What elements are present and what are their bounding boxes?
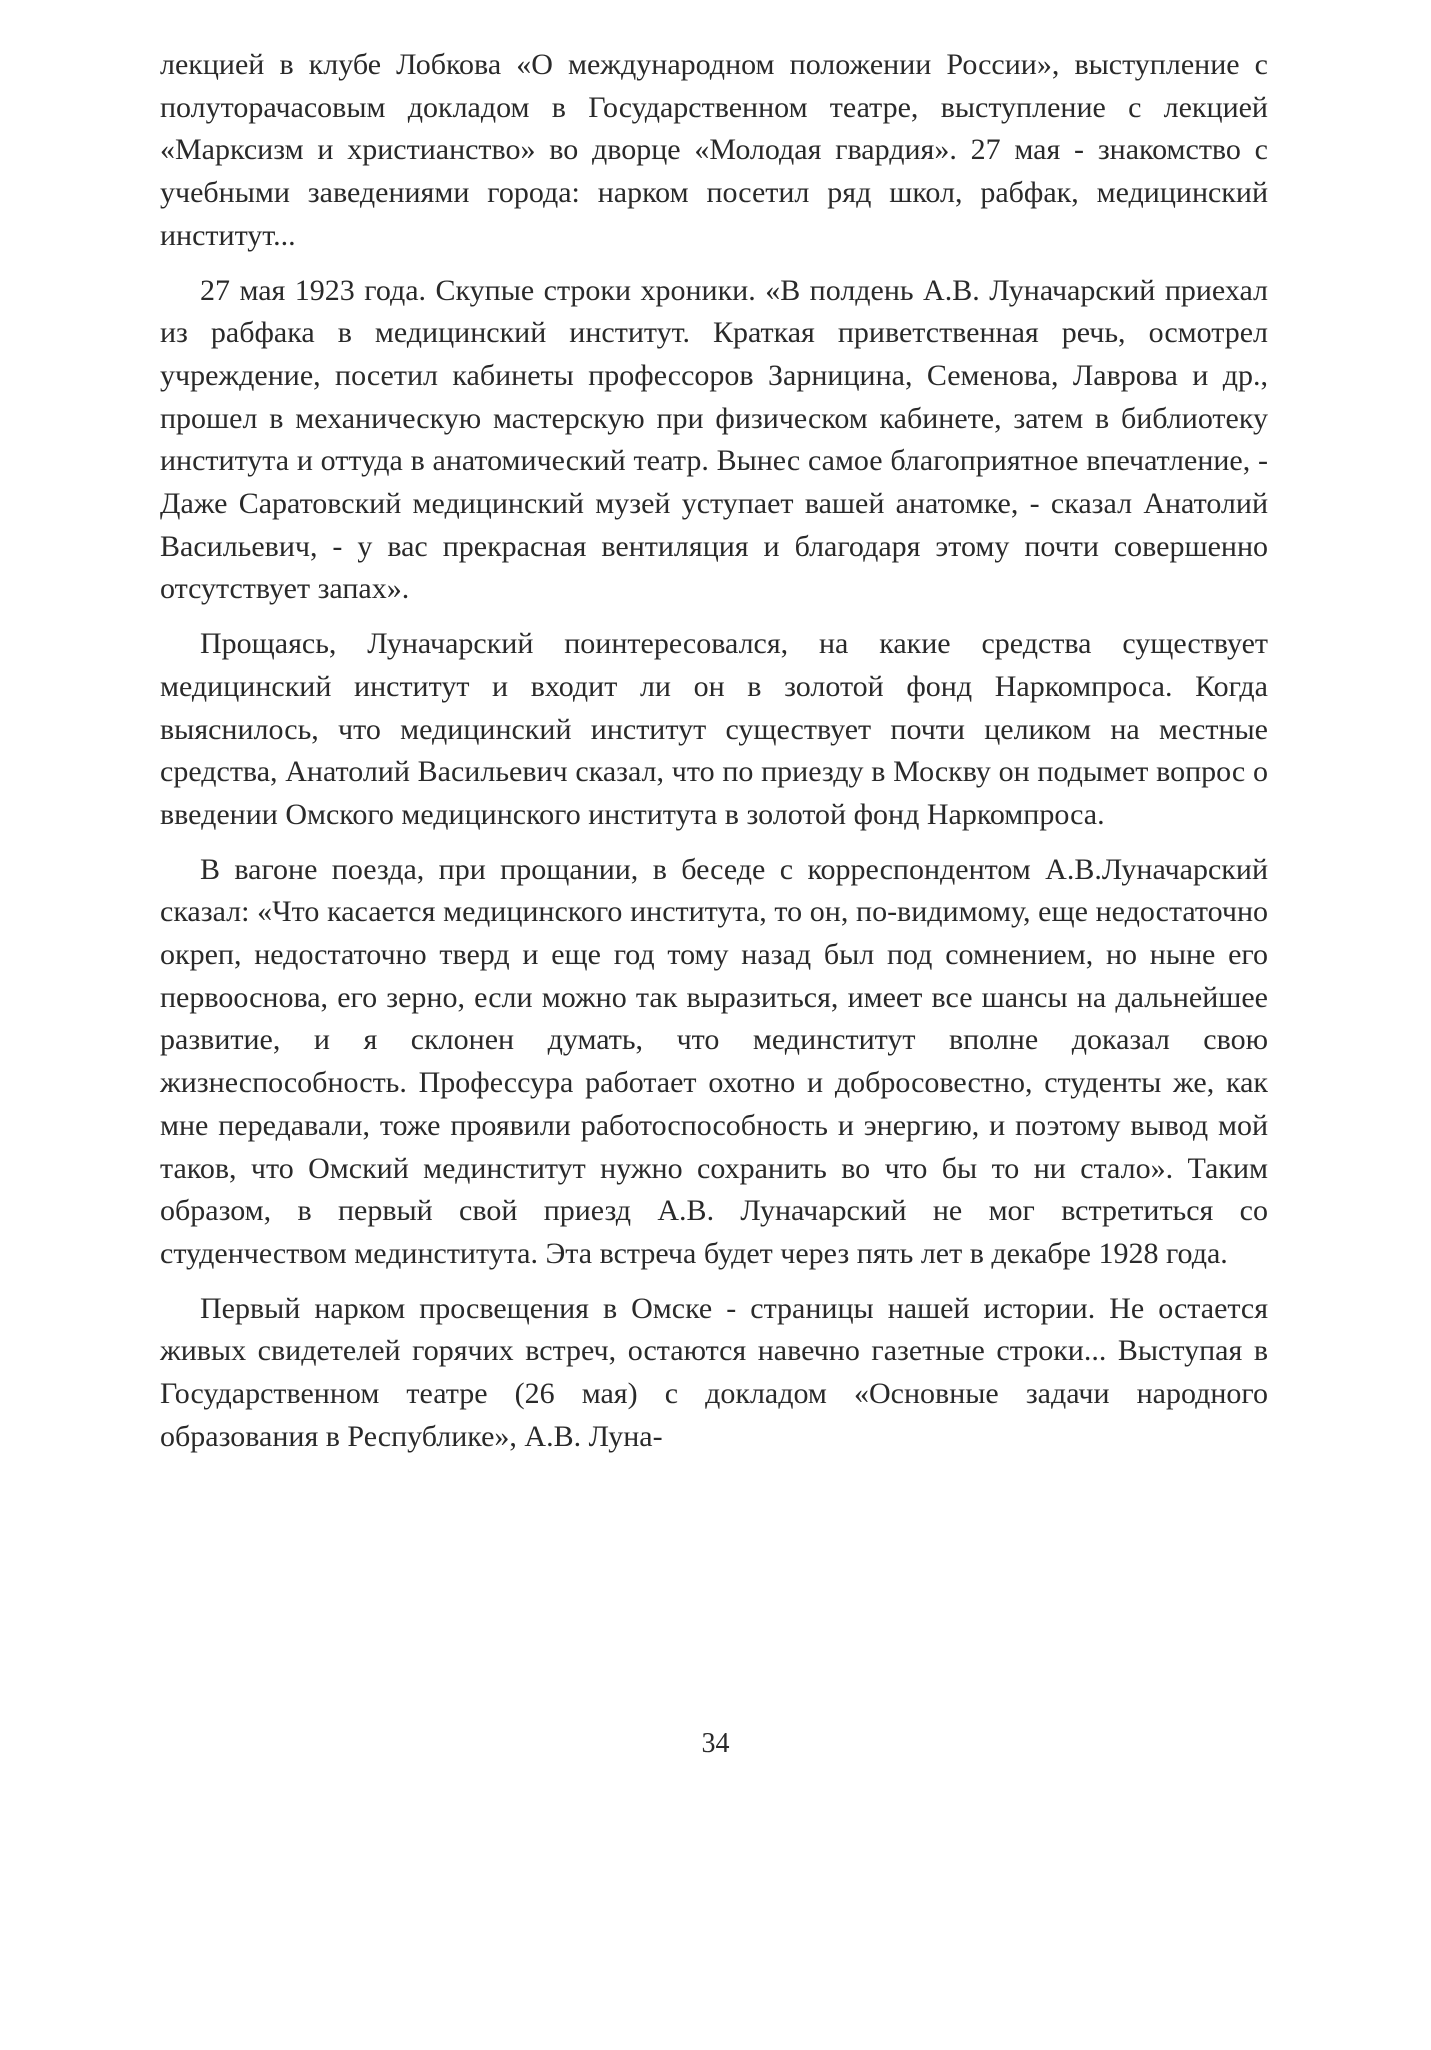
paragraph-4: В вагоне поезда, при прощании, в беседе с корреспондентом А.В.Луначарский сказал: «Что касается медицинского института, то он, по-видимому, еще недостаточно окреп, недостаточно тверд и еще год тому назад был под сомнением, но ныне его первооснова, его зерно, если можно так выразиться, имеет все шансы на дальнейшее развитие, и я склонен думать, что мединститут вполне доказал свою жизнеспособность. Профессура работает охотно и добросовестно, студенты же, как мне передавали, тоже проявили работоспособность и энергию, и поэтому вывод мой таков, что Омский мединститут нужно сохранить во что бы то ни стало». Таким образом, в первый свой приезд А.В. Луначарский не мог встретиться со студенчеством мединститута. Эта встреча будет через пять лет в декабре 1928 года. (160, 852, 1268, 1270)
paragraph-2: 27 мая 1923 года. Скупые строки хроники. «В полдень А.В. Луначарский приехал из рабфака в медицинский институт. Краткая приветственная речь, осмотрел учреждение, посетил кабинеты профессоров Зарницина, Семенова, Лаврова и др., прошел в механическую мастерскую при физическом кабинете, затем в библиотеку института и оттуда в анатомический театр. Вынес самое благоприятное впечатление, - Даже Саратовский медицинский музей уступает вашей анатомке, - сказал Анатолий Васильевич, - у вас прекрасная вентиляция и благодаря этому почти совершенно отсутствует запах». (160, 273, 1268, 606)
paragraph-3: Прощаясь, Луначарский поинтересовался, на какие средства существует медицинский институт и входит ли он в золотой фонд Наркомпроса. Когда выяснилось, что медицинский институт существует почти целиком на местные средства, Анатолий Васильевич сказал, что по приезду в Москву он подымет вопрос о введении Омского медицинского института в золотой фонд Наркомпроса. (160, 627, 1268, 831)
paragraph-1: лекцией в клубе Лобкова «О международном положении России», выступление с полуторачасовым докладом в Государственном театре, выступление с лекцией «Марксизм и христианство» во дворце «Молодая гвардия». 27 мая - знакомство с учебными заведениями города: нарком посетил ряд школ, рабфак, медицинский институт... (160, 48, 1268, 252)
page-number: 34 (701, 1728, 730, 1759)
paragraph-5: Первый нарком просвещения в Омске - страницы нашей истории. Не остается живых свидетелей горячих встреч, остаются навечно газетные строки... Выступая в Государственном театре (26 мая) с докладом «Основные задачи народного образования в Республике», А.В. Луна- (160, 1291, 1268, 1453)
body-text (160, 44, 1268, 1471)
